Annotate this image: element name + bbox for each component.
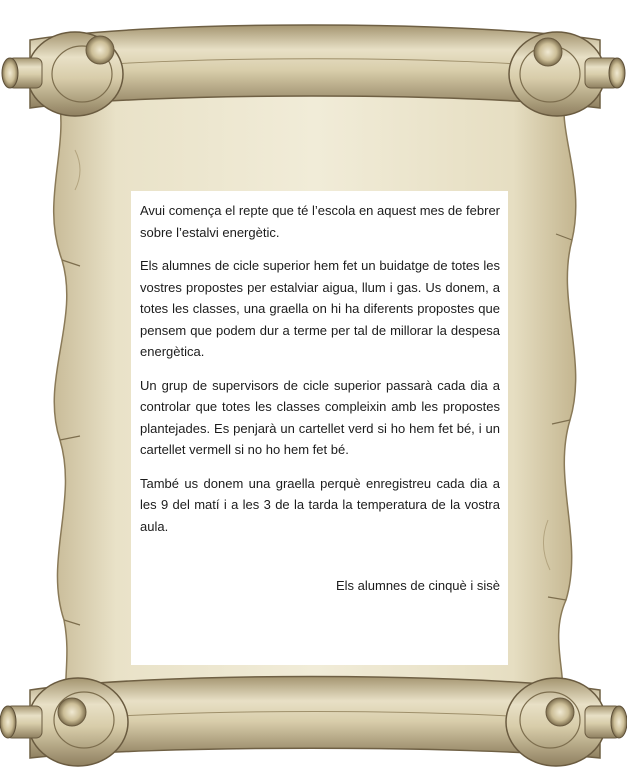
letter-paragraph-4: També us donem una graella perquè enregistreu cada dia a les 9 del matí i a les 3 de la tarda la temperatura de la vostra aula. xyxy=(140,475,500,534)
letter-paragraph-2: Els alumnes de cicle superior hem fet un buidatge de totes les vostres propostes per estalviar aigua, llum i gas. Us donem, a totes les classes, una graella on hi ha diferents propostes que pensem que podem dur a terme per tal de millorar la despesa energètica. xyxy=(140,258,500,359)
letter-paragraph-1: Avui comença el repte que té l’escola en aquest mes de febrer sobre l’estalvi energètic. xyxy=(140,203,500,240)
letter-paragraph-3: Un grup de supervisors de cicle superior passarà cada dia a controlar que totes les classes compleixin amb les propostes plantejades. Es penjarà un cartellet verd si ho hem fet bé, i un cartellet vermell si no ho hem fet bé. xyxy=(140,377,500,457)
letter-signature: Els alumnes de cinquè i sisè xyxy=(335,578,500,593)
letter-text-panel xyxy=(131,191,508,665)
